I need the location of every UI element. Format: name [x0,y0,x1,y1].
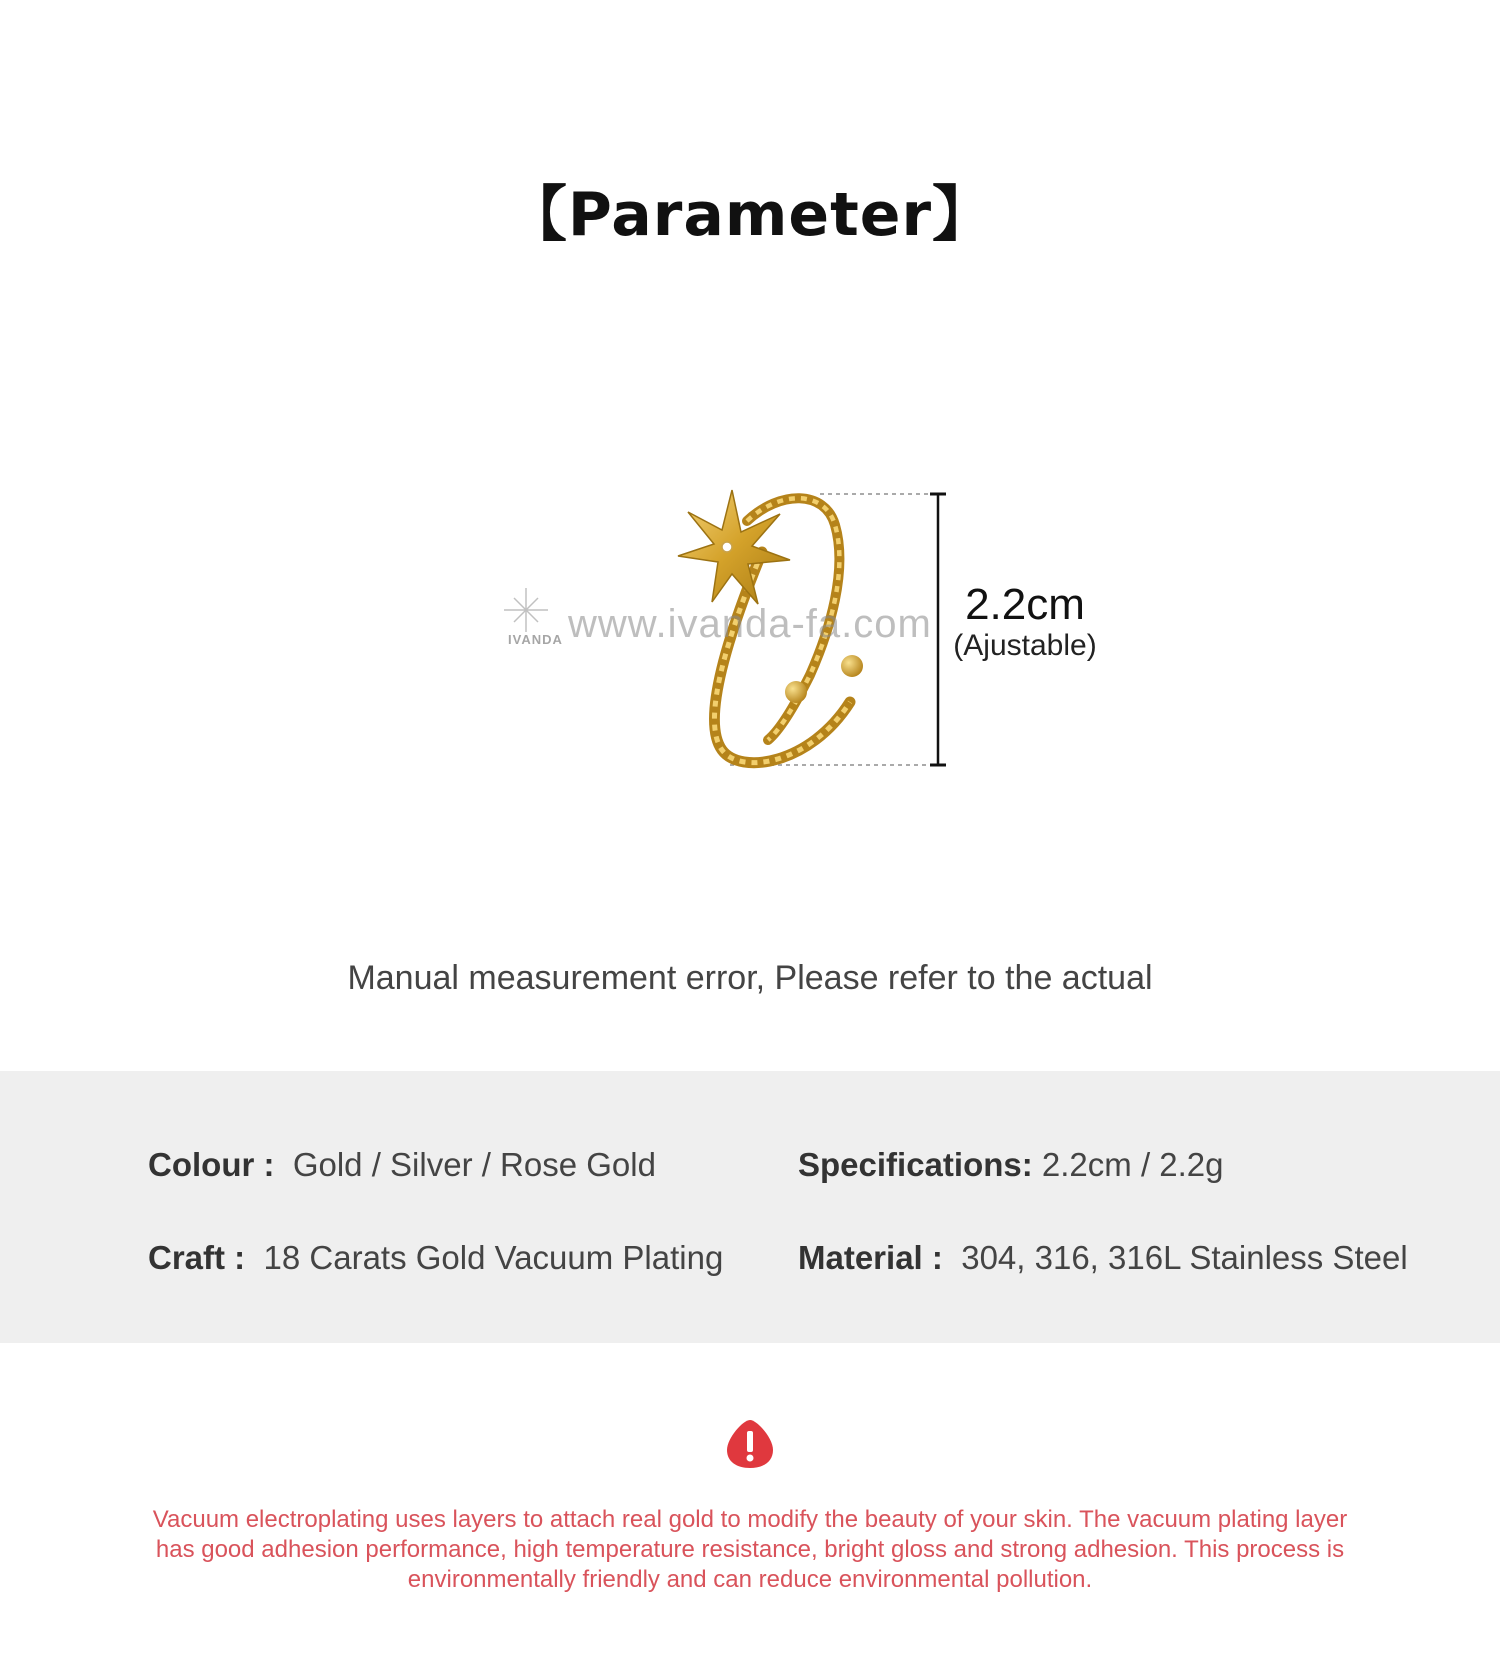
dimension-note: (Ajustable) [953,629,1097,662]
spec-colour [148,1145,656,1185]
dimension-value: 2.2cm [965,580,1085,629]
spec-colour-label: Colour : [148,1146,275,1183]
measurement-note: Manual measurement error, Please refer to the actual [347,959,1153,997]
spec-craft-label: Craft : [148,1239,246,1276]
spec-specifications-label: Specifications: [798,1146,1033,1183]
watermark-url: www.ivanda-fa.com [568,602,932,646]
page-title: 【Parameter】 [506,180,994,250]
spec-craft [148,1238,723,1278]
spec-craft-value: 18 Carats Gold Vacuum Plating [263,1239,724,1276]
spec-material-value: 304, 316, 316L Stainless Steel [961,1239,1408,1276]
spec-specifications-value: 2.2cm / 2.2g [1041,1146,1224,1183]
watermark-brand: IVANDA [508,632,563,647]
spec-material [798,1238,1408,1278]
spec-colour-value: Gold / Silver / Rose Gold [292,1146,656,1183]
warning-text: Vacuum electroplating uses layers to attach real gold to modify the beauty of your skin. The vacuum plating layer has good adhesion performance, high temperature resistance, bright gloss and strong adhesion. This process is environmentally friendly and can reduce environmental pollution. [152,1506,1348,1593]
spec-material-label: Material : [798,1239,943,1276]
specs-panel [0,1071,1500,1343]
spec-specifications [798,1145,1224,1185]
warning-icon [725,1418,775,1470]
